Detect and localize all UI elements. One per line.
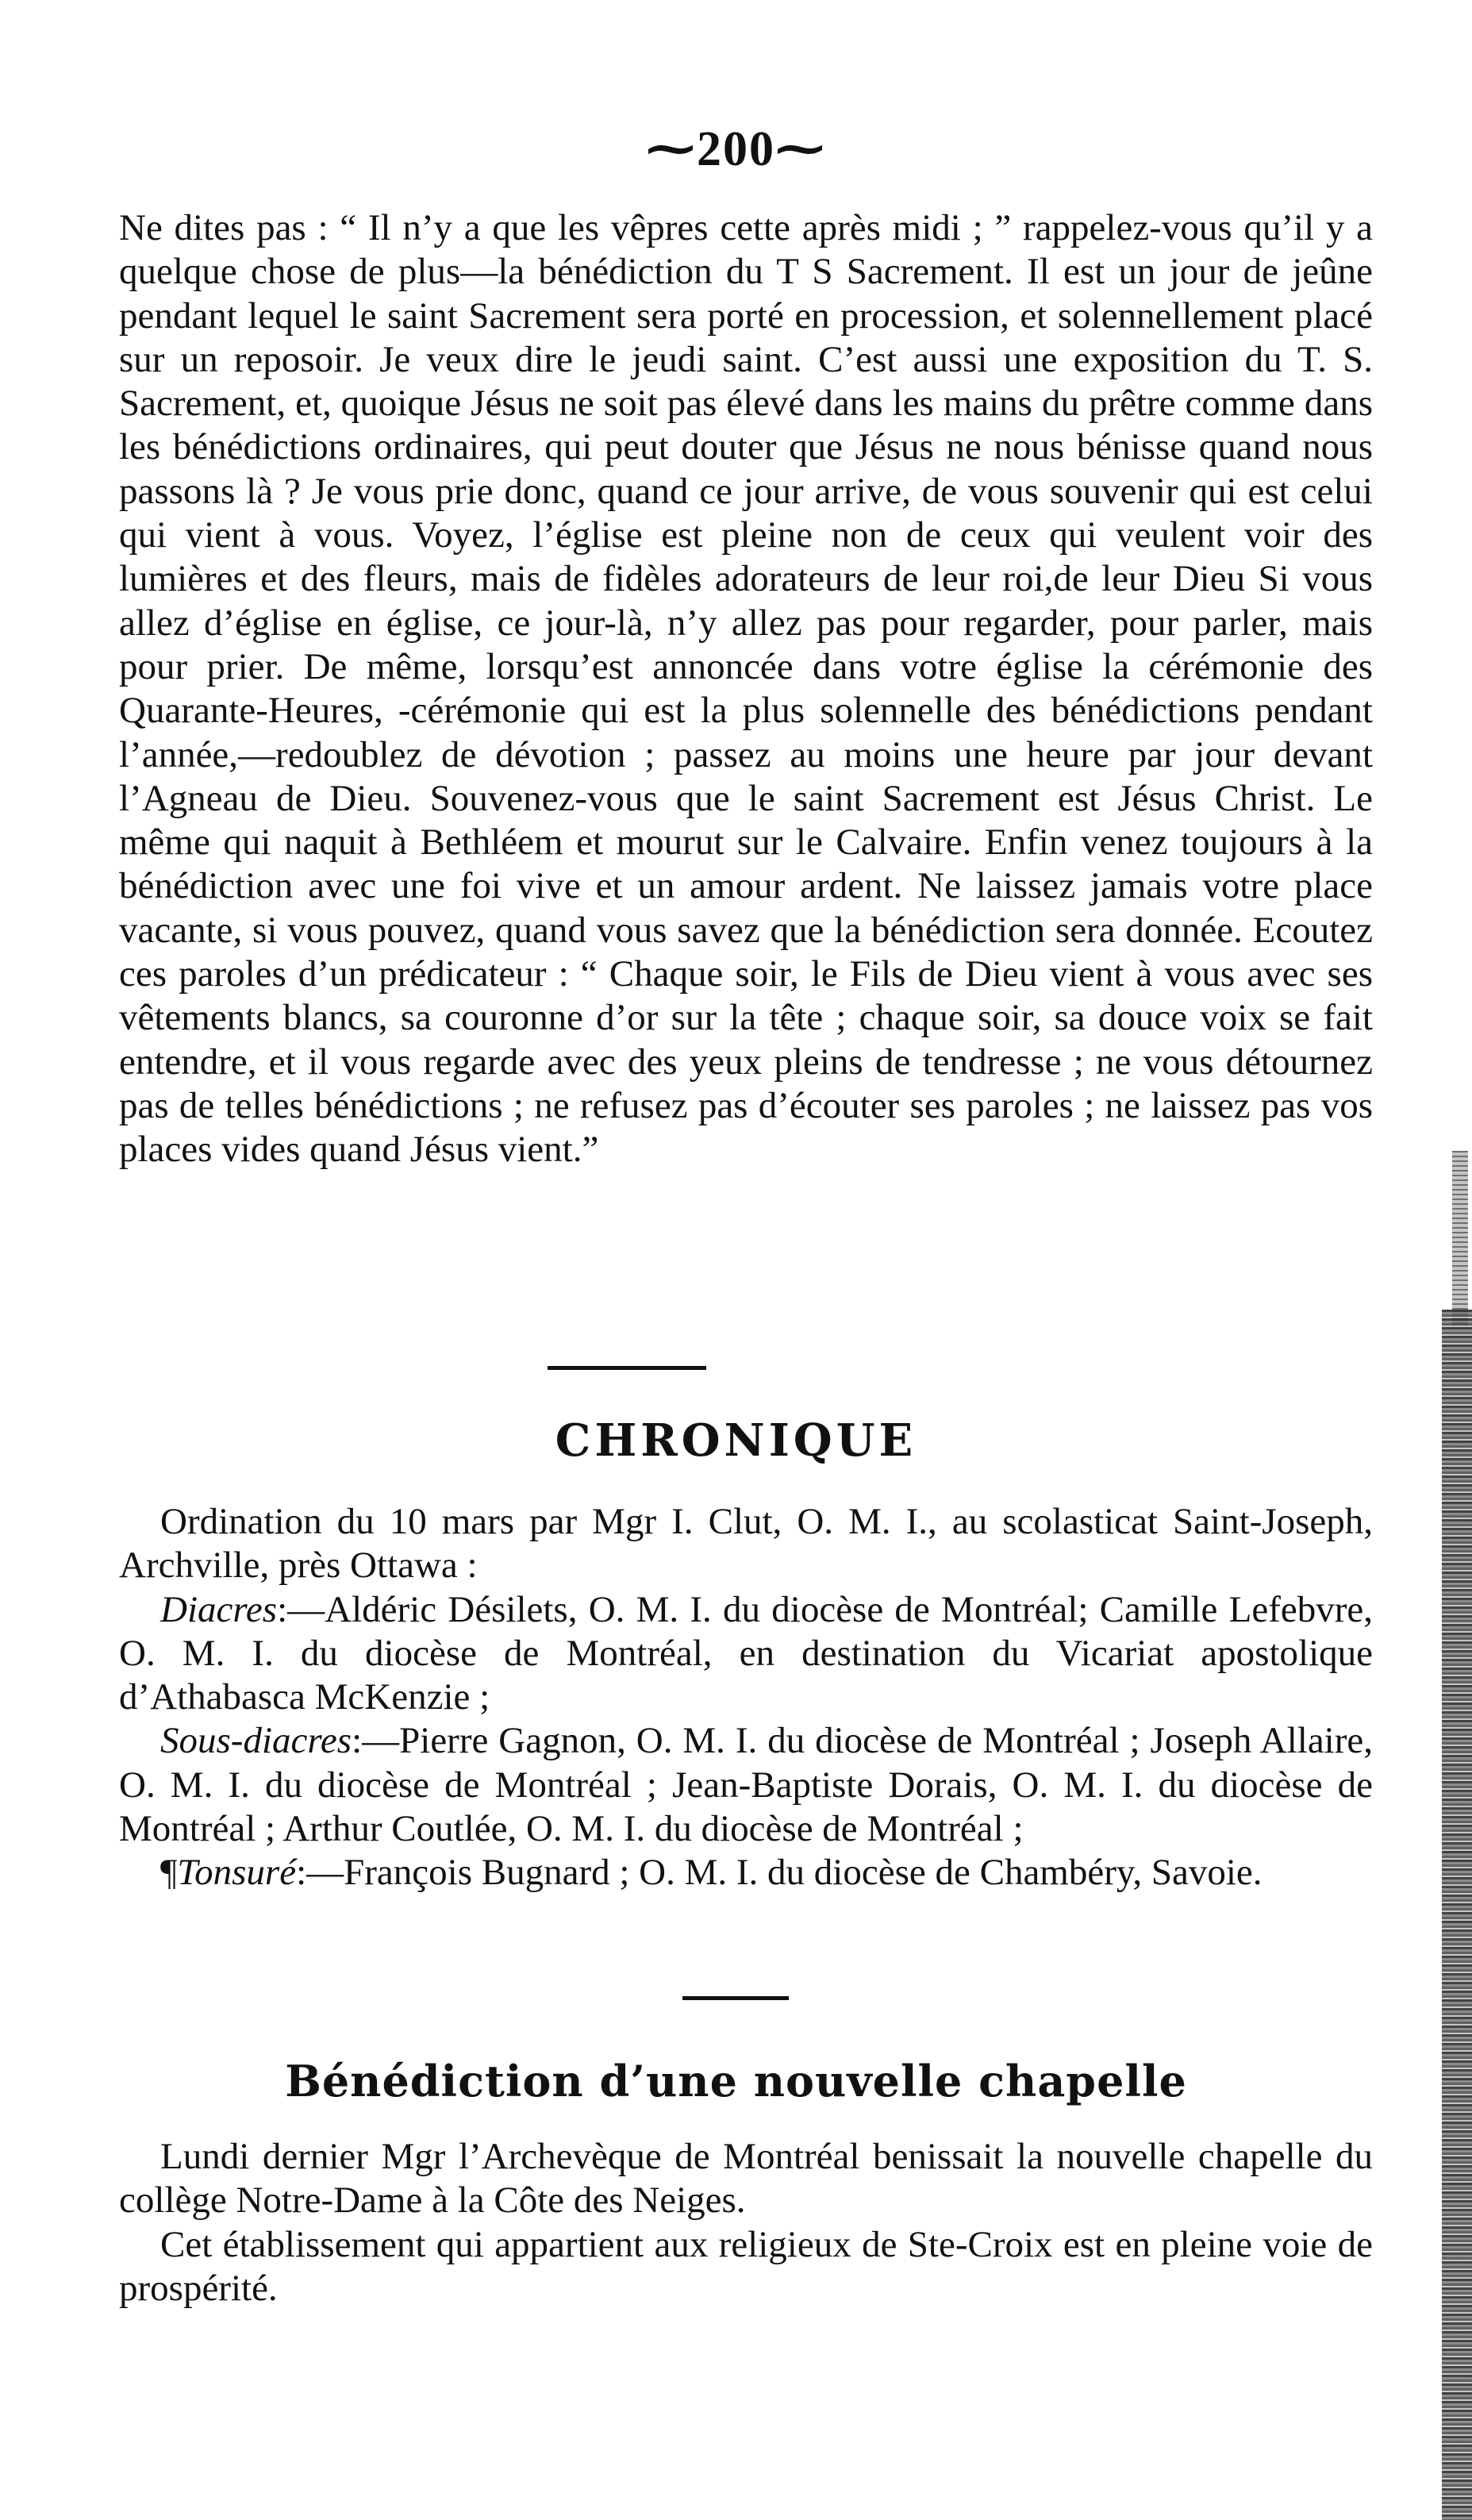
section-divider — [548, 1366, 706, 1370]
tonsure-label: Tonsuré — [177, 1852, 297, 1894]
diacres-entry — [119, 1588, 1373, 1720]
benediction-paragraph-1: Lundi dernier Mgr l’Archevèque de Montréal benissait la nouvelle chapelle du collège Notre-Dame à la Côte des Neiges. — [119, 2136, 1373, 2222]
page-edge-scan-artifact — [1452, 1151, 1468, 1325]
body-text — [119, 206, 1373, 1172]
diacres-label: Diacres — [160, 1588, 278, 1630]
chronique-section — [119, 1500, 1373, 1895]
benediction-paragraph-2: Cet établissement qui appartient aux religieux de Ste-Croix est en pleine voie de prospérité. — [119, 2223, 1373, 2309]
ordination-intro: Ordination du 10 mars par Mgr I. Clut, O. M. I., au scolasticat Saint-Joseph, Archville, près Ottawa : — [119, 1501, 1373, 1587]
page-number: ⁓200⁓ — [646, 122, 826, 176]
diacres-text: :—Aldéric Désilets, O. M. I. du diocèse de Montréal; Camille Lefebvre, O. M. I. du diocèse de Montréal, en destination du Vicariat apostolique d’Athabasca McKenzie ; — [119, 1588, 1373, 1718]
page-edge-scan-artifact — [1442, 1310, 1472, 2520]
tonsure-entry — [119, 1851, 1373, 1895]
section-divider — [682, 1996, 789, 2000]
benediction-heading: Bénédiction d’une nouvelle chapelle — [285, 2056, 1187, 2106]
chronique-heading: CHRONIQUE — [555, 1414, 917, 1467]
sous-diacres-text: :—Pierre Gagnon, O. M. I. du diocèse de Montréal ; Joseph Allaire, O. M. I. du diocèse de Montréal ; Jean-Baptiste Dorais, O. M. I. du diocèse de Montréal ; Arthur Coutlée, O. M. I. du diocèse de Montréal ; — [119, 1720, 1373, 1850]
tonsure-text: :—François Bugnard ; O. M. I. du diocèse de Chambéry, Savoie. — [296, 1852, 1263, 1894]
sous-diacres-entry — [119, 1719, 1373, 1851]
tonsure-mark: ¶ — [160, 1852, 178, 1894]
benediction-section — [119, 2135, 1373, 2310]
sous-diacres-label: Sous-diacres — [160, 1720, 352, 1762]
body-paragraph: Ne dites pas : “ Il n’y a que les vêpres cette après midi ; ” rappelez-vous qu’il y a quelque chose de plus—la bénédiction du T S Sacrement. Il est un jour de jeûne pendant lequel le saint Sacrement sera porté en procession, et solennellement placé sur un reposoir. Je veux dire le jeudi saint. C’est aussi une exposition du T. S. Sacrement, et, quoique Jésus ne soit pas élevé dans les mains du prêtre comme dans les bénédictions ordinaires, qui peut douter que Jésus ne nous bénisse quand nous passons là ? Je vous prie donc, quand ce jour arrive, de vous souvenir qui est celui qui vient à vous. Voyez, l’église est pleine non de ceux qui veulent voir des lumières et des fleurs, mais de fidèles adorateurs de leur roi,de leur Dieu Si vous allez d’église en église, ce jour-là, n’y allez pas pour regarder, pour parler, mais pour prier. De même, lorsqu’est annoncée dans votre église la cérémonie des Quarante-Heures, -cérémonie qui est la plus solennelle des bénédictions pendant l’année,—redoublez de dévotion ; passez au moins une heure par jour devant l’Agneau de Dieu. Souvenez-vous que le saint Sacrement est Jésus Christ. Le même qui naquit à Bethléem et mourut sur le Calvaire. Enfin venez toujours à la bénédiction avec une foi vive et un amour ardent. Ne laissez jamais votre place vacante, si vous pouvez, quand vous savez que la bénédiction sera donnée. Ecoutez ces paroles d’un prédicateur : “ Chaque soir, le Fils de Dieu vient à vous avec ses vêtements blancs, sa couronne d’or sur la tête ; chaque soir, sa douce voix se fait entendre, et il vous regarde avec des yeux pleins de tendresse ; ne vous détournez pas de telles bénédictions ; ne refusez pas d’écouter ses paroles ; ne laissez pas vos places vides quand Jésus vient.” — [119, 207, 1373, 1171]
